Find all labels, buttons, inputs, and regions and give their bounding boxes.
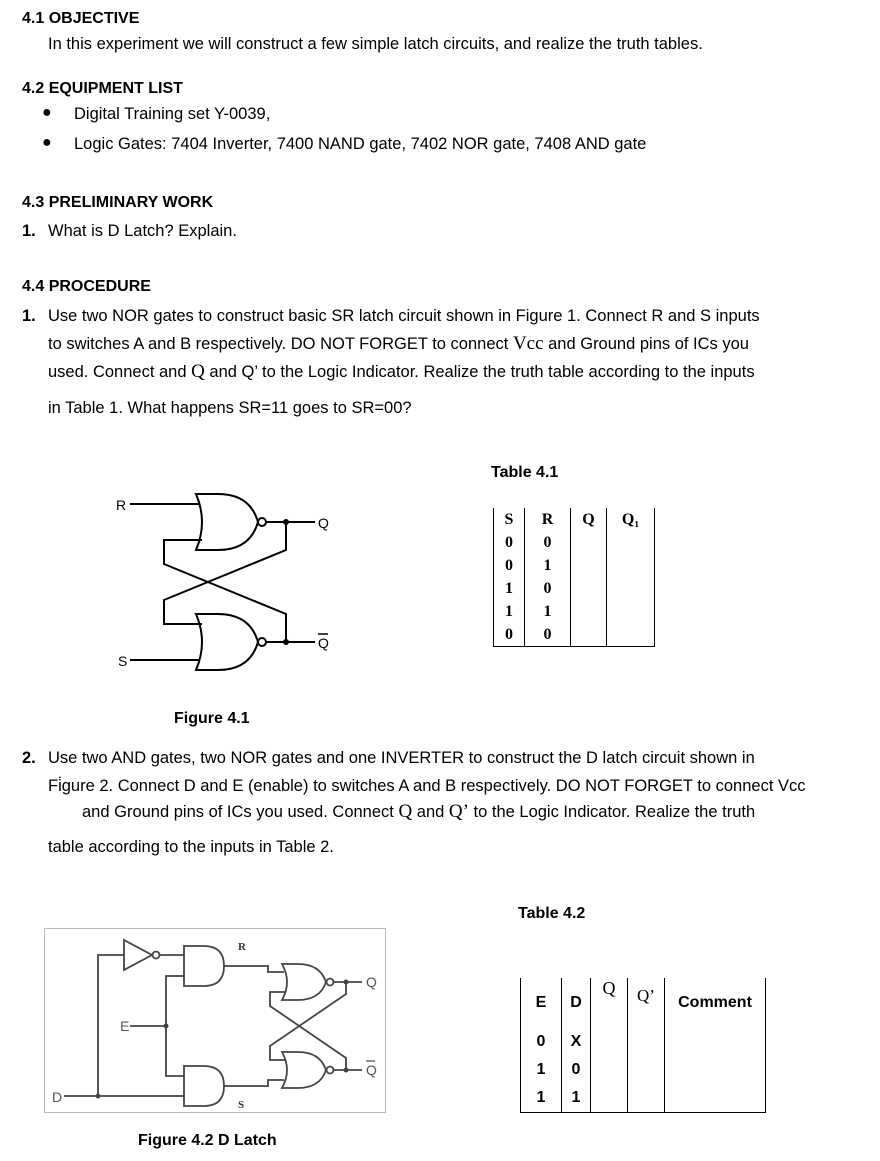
header-cell: Q₁ (607, 508, 655, 531)
table-header-row (521, 978, 766, 1028)
header-cell: Q (571, 508, 607, 531)
label-qbar: Q (318, 635, 329, 651)
table-row: 1 0 (521, 1056, 766, 1084)
header-cell: Comment (665, 978, 766, 1028)
table-header-row (494, 508, 655, 531)
table-row: 0 1 (494, 554, 655, 577)
equipment-item: Digital Training set Y-0039, (74, 105, 271, 123)
label-r: R (238, 941, 246, 953)
header-cell: Q (591, 978, 628, 1028)
preliminary-question: What is D Latch? Explain. (48, 222, 237, 240)
section-heading-objective: 4.1 OBJECTIVE (22, 10, 140, 27)
table-caption: Table 4.2 (518, 905, 586, 922)
label-qbar: Q (366, 1062, 377, 1078)
label-s: S (118, 653, 128, 669)
step1-line: Use two NOR gates to construct basic SR latch circuit shown in Figure 1. Connect R and S inputs (48, 307, 760, 325)
figure-caption: Figure 4.2 D Latch (138, 1132, 277, 1149)
label-s: S (238, 1099, 245, 1111)
table-row: 0 0 (494, 531, 655, 554)
figure-caption: Figure 4.1 (174, 710, 250, 727)
bullet-icon: ● (42, 134, 52, 151)
label-r: R (116, 497, 127, 513)
equipment-item: Logic Gates: 7404 Inverter, 7400 NAND gate, 7402 NOR gate, 7408 AND gate (74, 135, 647, 153)
step2-line: table according to the inputs in Table 2. (48, 838, 334, 856)
step-number: 2. (22, 749, 36, 767)
step2-line: Fi̇gure 2. Connect D and E (enable) to switches A and B respectively. DO NOT FORGET to connect Vcc (48, 777, 806, 795)
truth-table-d (520, 978, 766, 1113)
step1-line: to switches A and B respectively. DO NOT FORGET to connect Vcc and Ground pins of ICs you (48, 333, 749, 354)
step-number: 1. (22, 307, 36, 325)
objective-text: In this experiment we will construct a few simple latch circuits, and realize the truth tables. (48, 35, 703, 53)
label-q: Q (366, 974, 377, 990)
header-cell: R (525, 508, 571, 531)
step1-line: used. Connect and Q and Q’ to the Logic Indicator. Realize the truth table according to the inputs (48, 361, 755, 382)
step2-line: and Ground pins of ICs you used. Connect Q and Q’ to the Logic Indicator. Realize the truth (82, 801, 756, 822)
truth-table-sr (493, 508, 655, 647)
header-cell: D (562, 978, 591, 1028)
section-heading-preliminary: 4.3 PRELIMINARY WORK (22, 194, 214, 211)
section-heading-equipment: 4.2 EQUIPMENT LIST (22, 80, 183, 97)
question-number: 1. (22, 222, 36, 240)
label-e: E (120, 1018, 130, 1034)
table-row: 1 1 (494, 600, 655, 623)
header-cell: Q’ (628, 978, 665, 1028)
section-heading-procedure: 4.4 PROCEDURE (22, 278, 151, 295)
step1-line: in Table 1. What happens SR=11 goes to SR=00? (48, 399, 412, 417)
bullet-icon: ● (42, 104, 52, 121)
header-cell: S (494, 508, 525, 531)
d-latch-diagram (44, 928, 389, 1114)
table-caption: Table 4.1 (491, 464, 559, 481)
table-row: 0 0 (494, 623, 655, 647)
label-q: Q (318, 515, 329, 531)
table-row: 1 0 (494, 577, 655, 600)
table-row: 1 1 (521, 1084, 766, 1113)
sr-latch-diagram (100, 480, 360, 680)
table-row: 0 X (521, 1028, 766, 1056)
step2-line: Use two AND gates, two NOR gates and one INVERTER to construct the D latch circuit shown in (48, 749, 755, 767)
label-d: D (52, 1089, 63, 1105)
header-cell: E (521, 978, 562, 1028)
